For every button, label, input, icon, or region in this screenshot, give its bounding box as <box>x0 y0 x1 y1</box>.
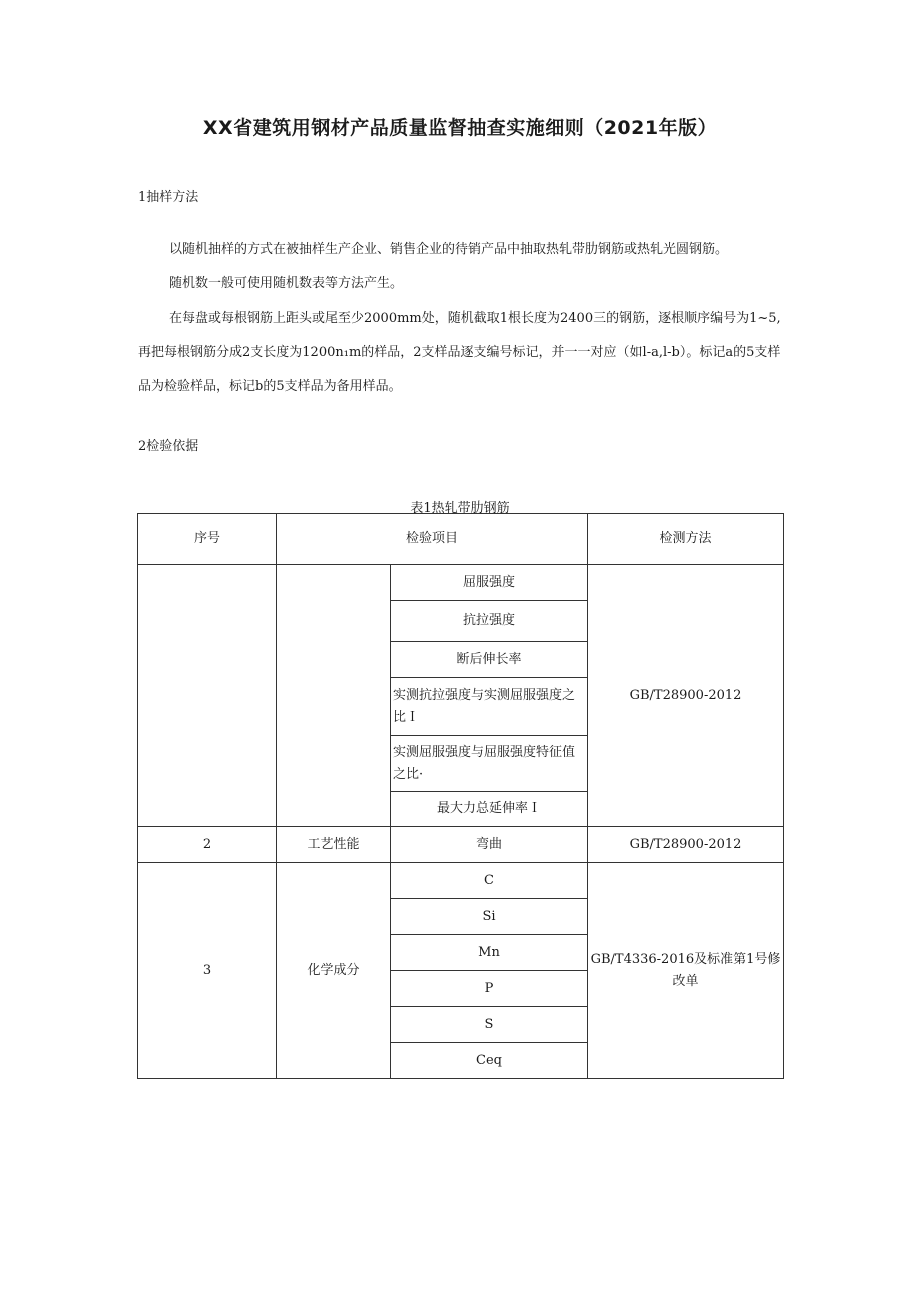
paragraph-random-number <box>138 267 786 301</box>
table-row <box>138 565 784 601</box>
group1-seq <box>138 565 277 827</box>
paragraph-text: 在每盘或每根钢筋上距头或尾至少2000mm处，随机截取1根长度为2400三的钢筋，逐根顺序编号为1~5,再把每根钢筋分成2支长度为1200n₁m的样品，2支样品逐支编号标记，并一一对应（如l-a,l-b）。标记a的5支样品为检验样品，标记b的5支样品为备用样品。 <box>138 311 781 394</box>
item-cell: 屈服强度 <box>391 565 588 601</box>
item-cell: 断后伸长率 <box>391 642 588 678</box>
table-row <box>138 863 784 899</box>
group2-category: 工艺性能 <box>277 827 391 863</box>
header-seq: 序号 <box>138 514 277 565</box>
item-cell: 抗拉强度 <box>391 601 588 642</box>
item-cell: Mn <box>391 935 588 971</box>
table-caption: 表1热轧带肋钢筋 <box>410 501 510 516</box>
group3-seq: 3 <box>138 863 277 1079</box>
item-cell: P <box>391 971 588 1007</box>
item-cell: 实测抗拉强度与实测屈服强度之比Ｉ <box>391 678 588 736</box>
item-cell: C <box>391 863 588 899</box>
group3-category: 化学成分 <box>277 863 391 1079</box>
paragraph-sample-cutting <box>138 302 786 404</box>
item-cell: 弯曲 <box>391 827 588 863</box>
group2-seq: 2 <box>138 827 277 863</box>
table-header-row <box>138 514 784 565</box>
document-title: XX省建筑用钢材产品质量监督抽查实施细则（2021年版） <box>202 117 718 139</box>
item-cell: 实测屈服强度与屈服强度特征值之比· <box>391 736 588 792</box>
group1-method: GB/T28900-2012 <box>588 565 784 827</box>
section-heading-basis: 2检验依据 <box>138 439 199 454</box>
group2-method: GB/T28900-2012 <box>588 827 784 863</box>
inspection-table <box>137 513 784 1079</box>
table-row <box>138 827 784 863</box>
paragraph-text: 以随机抽样的方式在被抽样生产企业、销售企业的待销产品中抽取热轧带肋钢筋或热轧光圆钢筋。 <box>169 242 729 257</box>
group1-category <box>277 565 391 827</box>
item-cell: Si <box>391 899 588 935</box>
paragraph-sampling-method <box>138 233 786 267</box>
item-cell: Ceq <box>391 1043 588 1079</box>
section-heading-sampling: 1抽样方法 <box>138 190 199 205</box>
header-method: 检测方法 <box>588 514 784 565</box>
item-cell: 最大力总延伸率Ｉ <box>391 792 588 827</box>
item-cell: S <box>391 1007 588 1043</box>
header-item: 检验项目 <box>277 514 588 565</box>
group3-method: GB/T4336-2016及标准第1号修改单 <box>588 863 784 1079</box>
paragraph-text: 随机数一般可使用随机数表等方法产生。 <box>169 276 404 291</box>
